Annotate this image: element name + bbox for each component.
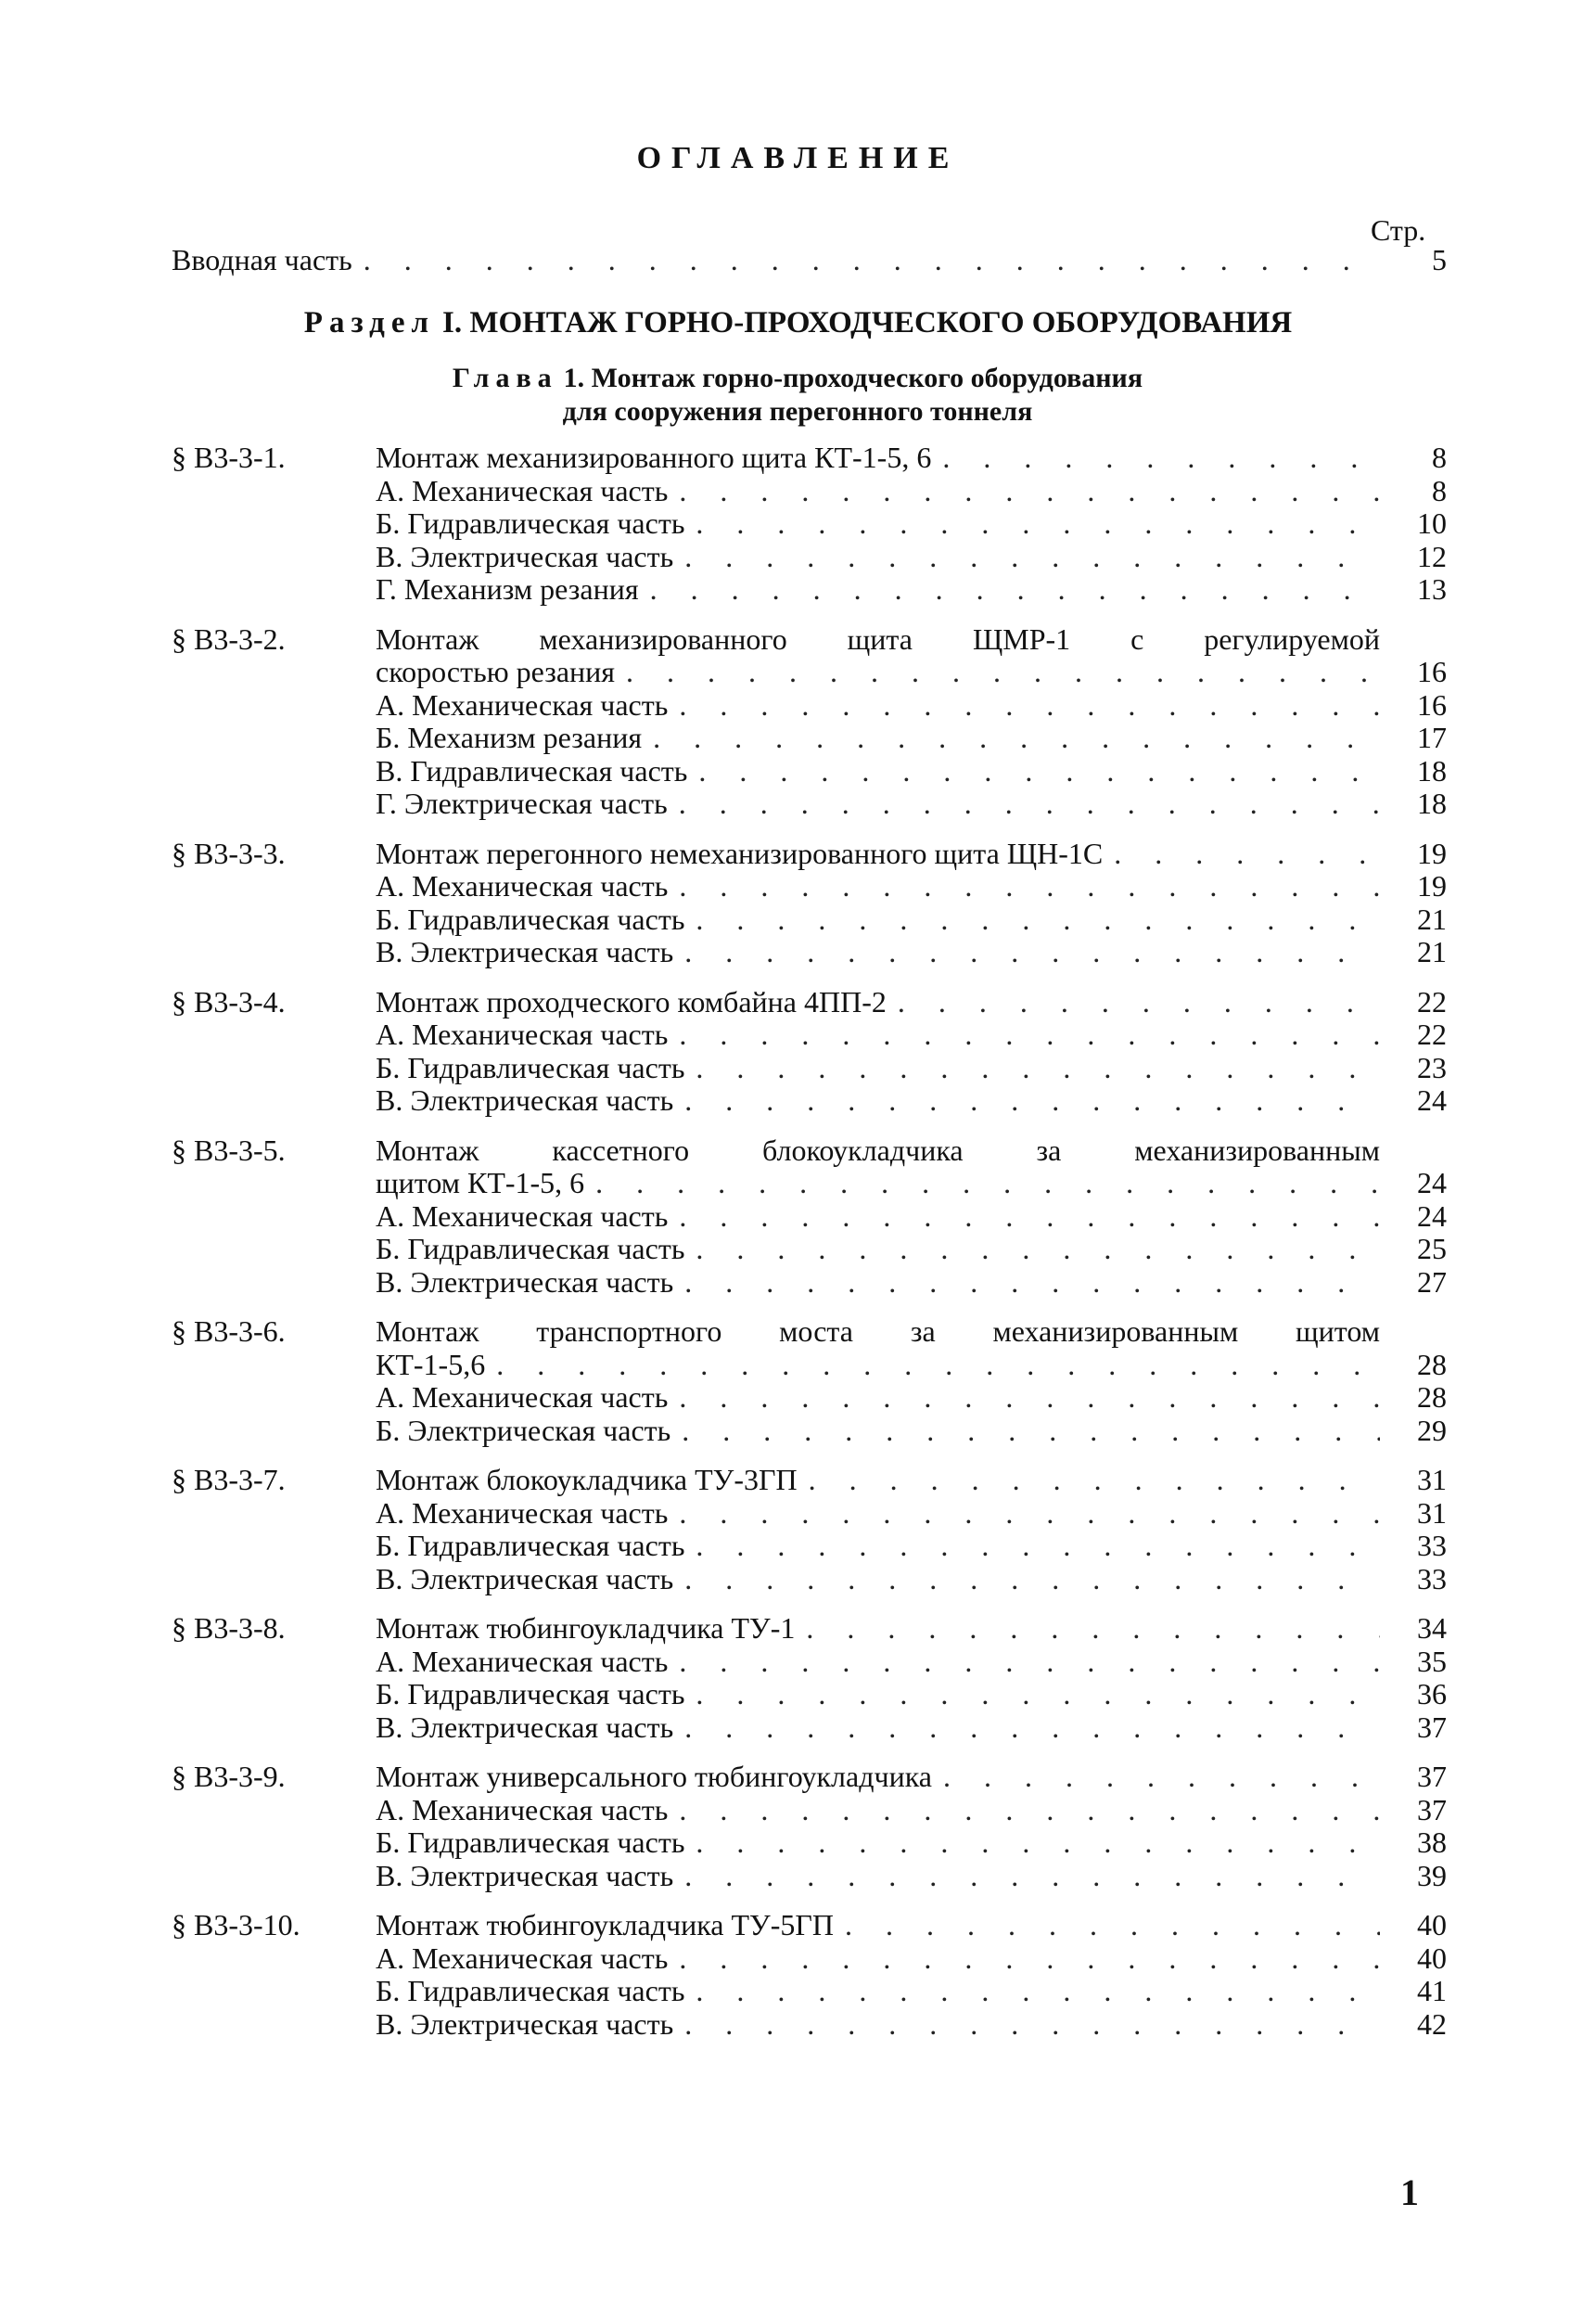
toc-entry-title[interactable] [172, 1909, 1447, 1942]
page-number: 1 [1400, 2171, 1419, 2213]
toc-line-body [376, 1233, 1391, 1266]
toc-entry-label: Монтаж тюбингоукладчика ТУ-5ГП [376, 1908, 834, 1941]
toc-line-body [376, 1942, 1391, 1976]
toc-line-body [376, 442, 1391, 475]
page-title: ОГЛАВЛЕНИЕ [636, 141, 960, 175]
toc-page-number: 37 [1417, 1710, 1447, 1744]
toc-line-body [376, 1678, 1391, 1711]
dot-leader [679, 870, 1380, 903]
toc-line-body [376, 1167, 1391, 1200]
toc-entry-label: Монтаж универсального тюбингоукладчика [376, 1760, 932, 1793]
toc-subentry[interactable] [172, 1052, 1447, 1085]
toc-line-body [376, 1761, 1391, 1794]
toc-subentry[interactable] [172, 903, 1447, 937]
toc-page-number: 16 [1417, 687, 1447, 722]
dot-leader [684, 1266, 1380, 1300]
dot-leader [626, 656, 1380, 689]
toc-line-body [376, 870, 1391, 903]
toc-line-body [376, 507, 1391, 541]
toc-page-number: 39 [1417, 1858, 1447, 1892]
dot-leader [806, 1612, 1380, 1646]
toc-page-number: 36 [1417, 1677, 1447, 1710]
dot-leader [942, 442, 1380, 475]
dot-leader [696, 1233, 1380, 1266]
toc-page-number: 24 [1417, 1083, 1447, 1117]
toc-page-number: 17 [1417, 721, 1447, 754]
toc-subentry[interactable] [172, 1860, 1447, 1893]
dot-leader [679, 788, 1380, 821]
toc-entry-label: А. Механическая часть [376, 1792, 669, 1826]
toc-page-number: 16 [1417, 655, 1447, 688]
toc-line-body [376, 541, 1391, 574]
paragraph-number: § В3-3-7. [172, 1463, 286, 1496]
dot-leader [364, 243, 1380, 277]
toc-entry-title[interactable] [172, 442, 1447, 475]
toc-entry-title-first-line[interactable] [172, 623, 1447, 657]
paragraph-number: § В3-3-5. [172, 1133, 286, 1167]
toc-line-body [376, 755, 1391, 788]
toc-entry-title[interactable] [172, 1761, 1447, 1794]
toc-subentry[interactable] [172, 689, 1447, 723]
toc-subentry[interactable] [172, 722, 1447, 755]
toc-line-body [376, 1266, 1391, 1300]
toc-entry-label: Б. Гидравлическая часть [376, 1974, 685, 2007]
toc-page-number: 28 [1417, 1380, 1447, 1414]
toc-page-number: 40 [1417, 1908, 1447, 1941]
dot-leader [696, 1826, 1380, 1860]
toc-page-number: 37 [1417, 1760, 1447, 1793]
toc-entry [172, 442, 1447, 607]
toc-page-number: 29 [1417, 1413, 1447, 1447]
toc-entry-label: Б. Гидравлическая часть [376, 1232, 685, 1265]
toc-page-number: 22 [1417, 1018, 1447, 1051]
toc-entry-title[interactable] [172, 1349, 1447, 1382]
dot-leader [679, 1497, 1380, 1531]
dot-leader [679, 1200, 1380, 1234]
toc-subentry[interactable] [172, 788, 1447, 821]
toc-page-number: 8 [1432, 473, 1447, 507]
toc-line-body [376, 1612, 1391, 1646]
dot-leader [679, 1646, 1380, 1679]
toc-entry-title-first-line[interactable] [172, 1134, 1447, 1168]
paragraph-number: § В3-3-4. [172, 984, 286, 1018]
toc-entry-label: Монтаж блокоукладчика ТУ-3ГП [376, 1463, 798, 1496]
chapter-lead: Глава [452, 363, 558, 393]
toc-entry-label: Б. Электрическая часть [376, 1413, 671, 1447]
dot-leader [682, 1415, 1380, 1448]
toc-subentry[interactable] [172, 1018, 1447, 1052]
dot-leader [684, 1860, 1380, 1893]
dot-leader [679, 689, 1380, 723]
toc-line-body [376, 986, 1391, 1019]
dot-leader [679, 1381, 1380, 1415]
toc-subentry[interactable] [172, 870, 1447, 903]
toc-line-body [376, 1563, 1391, 1596]
toc-page-number: 40 [1417, 1941, 1447, 1975]
toc-subentry[interactable] [172, 1233, 1447, 1266]
toc-subentry[interactable] [172, 1381, 1447, 1415]
toc-entry-label: А. Механическая часть [376, 869, 669, 903]
toc-line-body [376, 656, 1391, 689]
toc-page-number: 13 [1417, 572, 1447, 606]
toc-subentry[interactable] [172, 755, 1447, 788]
toc-subentry[interactable] [172, 1942, 1447, 1976]
toc-entry-title[interactable] [172, 656, 1447, 689]
toc-entry-title-line1: Монтаж кассетного блокоукладчика за механизированным [376, 1133, 1380, 1167]
toc-line-body [376, 1826, 1391, 1860]
toc-entry-label: Монтаж механизированного щита КТ-1-5, 6 [376, 441, 932, 474]
toc-subentry[interactable] [172, 1678, 1447, 1711]
toc-entry-label: Б. Гидравлическая часть [376, 1677, 685, 1710]
toc-entry-title-line1: Монтаж механизированного щита ЩМР-1 с регулируемой [376, 621, 1380, 656]
dot-leader [845, 1909, 1380, 1942]
dot-leader [679, 1018, 1380, 1052]
dot-leader [1114, 838, 1380, 871]
toc-line-body [376, 2008, 1391, 2042]
toc-entry [172, 1909, 1447, 2041]
toc-entry-label: А. Механическая часть [376, 1495, 669, 1530]
toc-page-number: 10 [1417, 506, 1447, 540]
toc-page-number: 18 [1417, 753, 1447, 788]
toc-entry-label: Б. Механизм резания [376, 721, 643, 754]
toc-page-number: 31 [1417, 1495, 1447, 1530]
toc-line-body [376, 1497, 1391, 1531]
toc-entry-label: Монтаж проходческого комбайна 4ПП-2 [376, 984, 887, 1018]
toc-page-number: 22 [1417, 984, 1447, 1018]
toc-entry-title[interactable] [172, 986, 1447, 1019]
toc-page-number: 24 [1417, 1198, 1447, 1233]
dot-leader [496, 1349, 1380, 1382]
toc-page-number: 28 [1417, 1347, 1447, 1381]
toc-subentry[interactable] [172, 1975, 1447, 2008]
toc-entry-label: КТ-1-5,6 [376, 1347, 486, 1381]
page-column-label: Стр. [1371, 213, 1426, 247]
dot-leader [696, 1678, 1380, 1711]
paragraph-number: § В3-3-6. [172, 1314, 286, 1348]
toc-entry [172, 1761, 1447, 1892]
toc-subentry[interactable] [172, 1415, 1447, 1448]
toc-line-body [376, 788, 1391, 821]
toc-subentry[interactable] [172, 475, 1447, 508]
toc-line-body [376, 1381, 1391, 1415]
toc-line-body [376, 1052, 1391, 1085]
toc-page-number: 18 [1417, 787, 1447, 820]
toc-page-number: 33 [1417, 1529, 1447, 1562]
toc-entry-title[interactable] [172, 838, 1447, 871]
dot-leader [684, 541, 1380, 574]
toc-entry-label: В. Электрическая часть [376, 1858, 674, 1892]
toc-subentry[interactable] [172, 1497, 1447, 1531]
toc-subentry[interactable] [172, 936, 1447, 969]
toc-line-body [376, 1860, 1391, 1893]
toc-entry [172, 623, 1447, 821]
toc-entry-label: Б. Гидравлическая часть [376, 1826, 685, 1859]
section-heading [0, 306, 1596, 340]
toc-entry-label: Монтаж тюбингоукладчика ТУ-1 [376, 1611, 796, 1645]
toc-line-body [376, 936, 1391, 969]
toc-line-body [376, 1464, 1391, 1497]
toc-entry-label: А. Механическая часть [376, 1941, 669, 1975]
toc-page-number: 42 [1417, 2006, 1447, 2041]
toc-entry-label: В. Электрическая часть [376, 1264, 674, 1299]
toc-page-number: 35 [1417, 1644, 1447, 1678]
dot-leader [679, 475, 1380, 508]
toc-entry-label: Б. Гидравлическая часть [376, 1529, 685, 1562]
toc-line-body [376, 1415, 1391, 1448]
toc-entry-label: Б. Гидравлическая часть [376, 1050, 685, 1084]
toc-line-body [376, 475, 1391, 508]
toc-entry-label: Г. Электрическая часть [376, 787, 668, 820]
toc-entry [172, 1134, 1447, 1300]
dot-leader [679, 1942, 1380, 1976]
dot-leader [684, 1711, 1380, 1745]
toc-line-body [376, 722, 1391, 755]
dot-leader [696, 903, 1380, 937]
toc-subentry[interactable] [172, 1266, 1447, 1300]
toc-entry-label: А. Механическая часть [376, 687, 669, 722]
toc-entry-label: В. Электрическая часть [376, 2006, 674, 2041]
dot-leader [943, 1761, 1380, 1794]
dot-leader [650, 573, 1380, 607]
toc-entry-label: Монтаж перегонного немеханизированного щита ЩН-1С [376, 836, 1104, 870]
toc-line-body [376, 573, 1391, 607]
dot-leader [684, 936, 1380, 969]
toc-line-body [376, 1909, 1391, 1942]
toc-subentry[interactable] [172, 1826, 1447, 1860]
dot-leader [698, 755, 1380, 788]
toc-entry-label: А. Механическая часть [376, 1380, 669, 1414]
toc-entry-label: В. Электрическая часть [376, 1083, 674, 1117]
toc-subentry[interactable] [172, 573, 1447, 607]
toc-page-number: 34 [1417, 1611, 1447, 1645]
toc-entry-label: В. Гидравлическая часть [376, 753, 688, 788]
toc-line-body [376, 903, 1391, 937]
chapter-heading [334, 362, 1261, 429]
toc-entry-label: Вводная часть [172, 243, 352, 276]
toc-page-number: 19 [1417, 869, 1447, 903]
toc-subentry[interactable] [172, 1711, 1447, 1745]
toc-entry [172, 1464, 1447, 1595]
toc-entry-title[interactable] [172, 1464, 1447, 1497]
toc-line-body [376, 1646, 1391, 1679]
toc-entry-label: щитом КТ-1-5, 6 [376, 1166, 585, 1199]
paragraph-number: § В3-3-3. [172, 836, 286, 870]
toc-entry [172, 838, 1447, 969]
toc-line-body [376, 1794, 1391, 1827]
toc-line-body [376, 1018, 1391, 1052]
toc-page-number: 27 [1417, 1264, 1447, 1299]
paragraph-number: § В3-3-10. [172, 1908, 300, 1941]
toc-entry [172, 1315, 1447, 1447]
toc-entry-label: А. Механическая часть [376, 1644, 669, 1678]
dot-leader [684, 2008, 1380, 2042]
toc-entry [172, 986, 1447, 1118]
toc-page-number: 25 [1417, 1232, 1447, 1265]
toc-entry-label: А. Механическая часть [376, 473, 669, 507]
toc-entry-label: скоростью резания [376, 655, 616, 688]
section-title: I. МОНТАЖ ГОРНО-ПРОХОДЧЕСКОГО ОБОРУДОВАНИЯ [441, 306, 1293, 339]
toc-entry-label: Б. Гидравлическая часть [376, 902, 685, 936]
toc-page-number: 12 [1417, 539, 1447, 573]
toc-page-number: 21 [1417, 935, 1447, 968]
dot-leader [898, 986, 1380, 1019]
toc-page-number: 5 [1432, 243, 1447, 276]
toc-line-body [376, 689, 1391, 723]
toc-line-body [376, 1200, 1391, 1234]
paragraph-number: § В3-3-8. [172, 1611, 286, 1645]
dot-leader [679, 1794, 1380, 1827]
toc-entry-label: А. Механическая часть [376, 1018, 669, 1051]
toc-entry-label: В. Электрическая часть [376, 1561, 674, 1595]
toc-line-body [376, 1084, 1391, 1118]
toc-entry-label: Г. Механизм резания [376, 572, 639, 606]
toc-entry-intro[interactable] [172, 243, 1447, 280]
toc-page-number: 19 [1417, 836, 1447, 870]
toc-line-body [376, 838, 1391, 871]
toc-subentry[interactable] [172, 2008, 1447, 2042]
toc-page-number: 21 [1417, 902, 1447, 936]
chapter-title-line1: 1. Монтаж горно-проходческого оборудования [563, 363, 1143, 393]
toc-entry-label: А. Механическая часть [376, 1198, 669, 1233]
toc-line-body [376, 1975, 1391, 2008]
toc-page-number: 38 [1417, 1826, 1447, 1859]
dot-leader [809, 1464, 1380, 1497]
section-lead: Раздел [303, 306, 435, 339]
toc-entry-title-first-line[interactable] [172, 1315, 1447, 1349]
paragraph-number: § В3-3-1. [172, 441, 286, 474]
toc-subentry[interactable] [172, 1084, 1447, 1118]
toc-entry [172, 1612, 1447, 1744]
dot-leader [696, 1530, 1380, 1563]
dot-leader [696, 1975, 1380, 2008]
toc-page-number: 41 [1417, 1974, 1447, 2007]
toc-subentry[interactable] [172, 1646, 1447, 1679]
toc-entry-title[interactable] [172, 1167, 1447, 1200]
dot-leader [684, 1563, 1380, 1596]
toc-entry-label: В. Электрическая часть [376, 539, 674, 573]
toc-line-body [376, 1711, 1391, 1745]
toc-subentry[interactable] [172, 1530, 1447, 1563]
toc-entry-label: В. Электрическая часть [376, 1710, 674, 1744]
dot-leader [653, 722, 1380, 755]
toc-line-body [376, 1349, 1391, 1382]
toc-page-number: 24 [1417, 1166, 1447, 1199]
toc-list [172, 442, 1447, 2057]
toc-subentry[interactable] [172, 507, 1447, 541]
toc-page-number: 23 [1417, 1050, 1447, 1084]
paragraph-number: § В3-3-2. [172, 621, 286, 656]
toc-page-number: 37 [1417, 1792, 1447, 1826]
toc-subentry[interactable] [172, 1794, 1447, 1827]
toc-entry-label: Б. Гидравлическая часть [376, 506, 685, 540]
paragraph-number: § В3-3-9. [172, 1760, 286, 1793]
toc-page-number: 33 [1417, 1561, 1447, 1595]
toc-line-body [376, 1530, 1391, 1563]
toc-subentry[interactable] [172, 1563, 1447, 1596]
toc-subentry[interactable] [172, 541, 1447, 574]
dot-leader [696, 1052, 1380, 1085]
toc-entry-title-line1: Монтаж транспортного моста за механизированным щитом [376, 1314, 1380, 1348]
dot-leader [684, 1084, 1380, 1118]
dot-leader [595, 1167, 1380, 1200]
toc-page-number: 8 [1432, 441, 1447, 474]
toc-entry-label: В. Электрическая часть [376, 935, 674, 968]
toc-subentry[interactable] [172, 1200, 1447, 1234]
dot-leader [696, 507, 1380, 541]
chapter-title-line2: для сооружения перегонного тоннеля [562, 396, 1033, 427]
toc-page-number: 31 [1417, 1463, 1447, 1496]
toc-entry-title[interactable] [172, 1612, 1447, 1646]
